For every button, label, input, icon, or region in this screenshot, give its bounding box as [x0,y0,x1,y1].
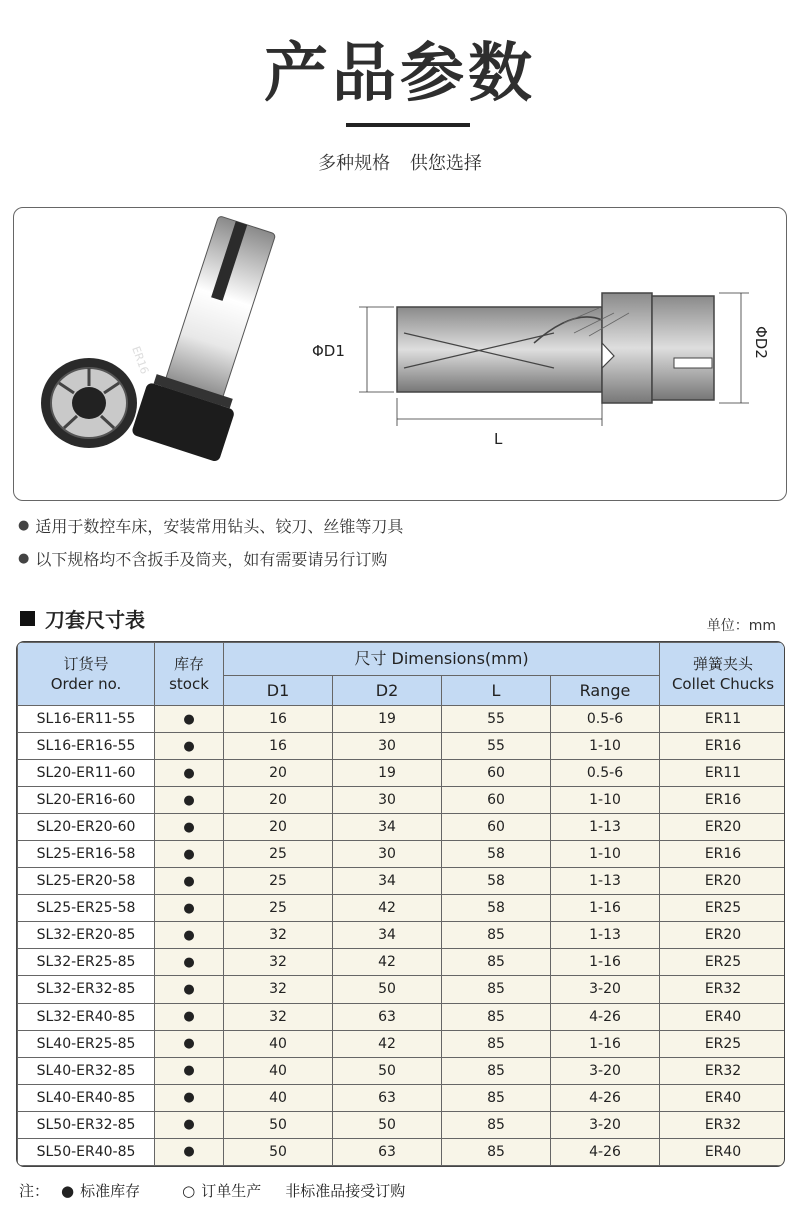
cell-order: SL50-ER40-85 [18,1138,155,1165]
cell-range: 1-13 [551,922,660,949]
cell-d2: 42 [333,895,442,922]
cell-range: 0.5-6 [551,706,660,733]
cell-range: 1-10 [551,787,660,814]
cell-stock: ● [155,733,224,760]
cell-order: SL40-ER32-85 [18,1057,155,1084]
cell-collet: ER20 [660,922,785,949]
cell-range: 1-16 [551,949,660,976]
cell-order: SL25-ER16-58 [18,841,155,868]
cell-range: 3-20 [551,976,660,1003]
cell-l: 85 [442,1111,551,1138]
table-body [18,706,786,1166]
header-d2: D2 [333,676,442,706]
cell-collet: ER16 [660,733,785,760]
cell-collet: ER11 [660,760,785,787]
cell-d1: 16 [224,706,333,733]
bullet-dot: ● [18,551,30,566]
cell-stock: ● [155,841,224,868]
header-d1: D1 [224,676,333,706]
cell-range: 1-16 [551,895,660,922]
product-photo [41,211,291,463]
cell-d1: 16 [224,733,333,760]
cell-stock: ● [155,895,224,922]
cell-d1: 20 [224,787,333,814]
cell-order: SL16-ER16-55 [18,733,155,760]
cell-stock: ● [155,949,224,976]
legend-empty-label: 订单生产 [201,1182,262,1200]
section-title-text: 刀套尺寸表 [45,608,145,632]
table-row [18,706,786,733]
cell-d1: 32 [224,922,333,949]
header-l: L [442,676,551,706]
cell-stock: ● [155,706,224,733]
unit-label: 单位：mm [706,618,776,634]
cell-stock: ● [155,1111,224,1138]
table-row [18,733,786,760]
header-range: Range [551,676,660,706]
cell-l: 85 [442,1138,551,1165]
cell-l: 55 [442,706,551,733]
page-subtitle: 多种规格 供您选择 [318,153,482,174]
cell-d2: 42 [333,949,442,976]
legend-note [19,1180,411,1201]
cell-stock: ● [155,760,224,787]
cell-range: 1-10 [551,733,660,760]
cell-stock: ● [155,976,224,1003]
table-row [18,1057,786,1084]
cell-d2: 63 [333,1003,442,1030]
table-row [18,1084,786,1111]
cell-d2: 30 [333,841,442,868]
cell-order: SL50-ER32-85 [18,1111,155,1138]
cell-collet: ER32 [660,976,785,1003]
cell-d1: 25 [224,868,333,895]
legend-filled-label: 标准库存 [80,1182,141,1200]
cell-range: 1-13 [551,868,660,895]
cell-order: SL32-ER20-85 [18,922,155,949]
table-row [18,1111,786,1138]
cell-l: 85 [442,1084,551,1111]
header-stock-cn: 库存 [173,655,204,673]
header-collet [660,643,785,706]
cell-order: SL20-ER11-60 [18,760,155,787]
cell-d2: 63 [333,1084,442,1111]
cell-order: SL40-ER25-85 [18,1030,155,1057]
cell-stock: ● [155,868,224,895]
table-row [18,787,786,814]
cell-d2: 19 [333,760,442,787]
cell-d1: 32 [224,976,333,1003]
section-title [20,604,145,633]
bullet-text: 适用于数控车床，安装常用钻头、铰刀、丝锥等刀具 [35,517,404,536]
cell-d2: 50 [333,1057,442,1084]
cell-d1: 25 [224,841,333,868]
cell-l: 60 [442,787,551,814]
cell-d1: 50 [224,1138,333,1165]
header-order [18,643,155,706]
product-figure-svg [14,208,787,501]
cell-l: 58 [442,895,551,922]
cell-l: 55 [442,733,551,760]
cell-collet: ER32 [660,1057,785,1084]
cell-collet: ER20 [660,868,785,895]
table-row [18,760,786,787]
cell-stock: ● [155,1084,224,1111]
cell-collet: ER40 [660,1138,785,1165]
table-row [18,922,786,949]
cell-d2: 34 [333,922,442,949]
header-order-cn: 订货号 [63,655,109,673]
cell-range: 3-20 [551,1057,660,1084]
header-order-en: Order no. [50,675,122,693]
cell-l: 85 [442,1057,551,1084]
page-title: 产品参数 [264,37,536,111]
cell-l: 85 [442,1030,551,1057]
dimensions-table [16,641,785,1167]
cell-collet: ER16 [660,787,785,814]
cell-collet: ER11 [660,706,785,733]
table-row [18,895,786,922]
cell-l: 85 [442,949,551,976]
cell-d2: 50 [333,1111,442,1138]
cell-l: 60 [442,814,551,841]
table-row [18,1138,786,1165]
cell-collet: ER25 [660,895,785,922]
cell-d2: 30 [333,733,442,760]
cell-order: SL25-ER20-58 [18,868,155,895]
cell-l: 85 [442,976,551,1003]
cell-d1: 32 [224,949,333,976]
cell-range: 1-16 [551,1030,660,1057]
header-stock [155,643,224,706]
cell-d2: 30 [333,787,442,814]
cell-range: 4-26 [551,1003,660,1030]
technical-drawing [312,293,770,448]
cell-d2: 34 [333,814,442,841]
cell-d1: 25 [224,895,333,922]
cell-d1: 40 [224,1084,333,1111]
cell-stock: ● [155,787,224,814]
product-figure [13,207,787,501]
cell-stock: ● [155,814,224,841]
cell-d2: 34 [333,868,442,895]
title-underline [346,123,470,127]
cell-order: SL25-ER25-58 [18,895,155,922]
cell-d1: 40 [224,1030,333,1057]
dim-d1: ΦD1 [312,342,345,360]
cell-order: SL20-ER16-60 [18,787,155,814]
cell-order: SL20-ER20-60 [18,814,155,841]
cell-order: SL32-ER32-85 [18,976,155,1003]
table-row [18,841,786,868]
legend-filled-icon: ● [61,1181,75,1200]
cell-order: SL32-ER40-85 [18,1003,155,1030]
cell-collet: ER16 [660,841,785,868]
cell-stock: ● [155,922,224,949]
header-stock-en: stock [169,675,209,693]
table-row [18,976,786,1003]
cell-order: SL32-ER25-85 [18,949,155,976]
cell-d1: 50 [224,1111,333,1138]
cell-collet: ER20 [660,814,785,841]
cell-l: 58 [442,841,551,868]
header-dimensions: 尺寸 Dimensions(mm) [224,643,660,676]
cell-range: 1-10 [551,841,660,868]
cell-collet: ER32 [660,1111,785,1138]
cell-order: SL16-ER11-55 [18,706,155,733]
cell-d1: 20 [224,814,333,841]
table-row [18,1003,786,1030]
dim-d2: ΦD2 [752,326,770,359]
cell-stock: ● [155,1030,224,1057]
cell-collet: ER40 [660,1084,785,1111]
cell-d2: 19 [333,706,442,733]
cell-range: 1-13 [551,814,660,841]
bullet-item-note [18,547,387,570]
cell-d2: 63 [333,1138,442,1165]
cell-d1: 20 [224,760,333,787]
cell-range: 0.5-6 [551,760,660,787]
cell-l: 85 [442,922,551,949]
cell-l: 60 [442,760,551,787]
cell-range: 3-20 [551,1111,660,1138]
cell-range: 4-26 [551,1138,660,1165]
legend-nonstandard: 非标准品接受订购 [285,1182,406,1200]
cell-stock: ● [155,1057,224,1084]
dim-l: L [494,430,503,448]
cell-d1: 40 [224,1057,333,1084]
bullet-text: 以下规格均不含扳手及筒夹，如有需要请另行订购 [35,550,388,569]
bullet-dot: ● [18,518,30,533]
legend-empty-icon: ○ [182,1181,196,1200]
cell-d2: 50 [333,976,442,1003]
cell-order: SL40-ER40-85 [18,1084,155,1111]
section-square-icon [20,611,35,626]
table-row [18,868,786,895]
legend-prefix: 注： [19,1182,50,1200]
table-row [18,814,786,841]
cell-range: 4-26 [551,1084,660,1111]
cell-collet: ER40 [660,1003,785,1030]
cell-d1: 32 [224,1003,333,1030]
header-collet-cn: 弹簧夹头 [693,655,754,673]
header-collet-en: Collet Chucks [671,675,775,693]
cell-l: 85 [442,1003,551,1030]
bullet-item-usage [18,514,403,537]
cell-l: 58 [442,868,551,895]
cell-collet: ER25 [660,1030,785,1057]
cell-stock: ● [155,1138,224,1165]
cell-collet: ER25 [660,949,785,976]
table-row [18,949,786,976]
photo-label: ER16 [129,344,152,376]
cell-d2: 42 [333,1030,442,1057]
cell-stock: ● [155,1003,224,1030]
table-row [18,1030,786,1057]
